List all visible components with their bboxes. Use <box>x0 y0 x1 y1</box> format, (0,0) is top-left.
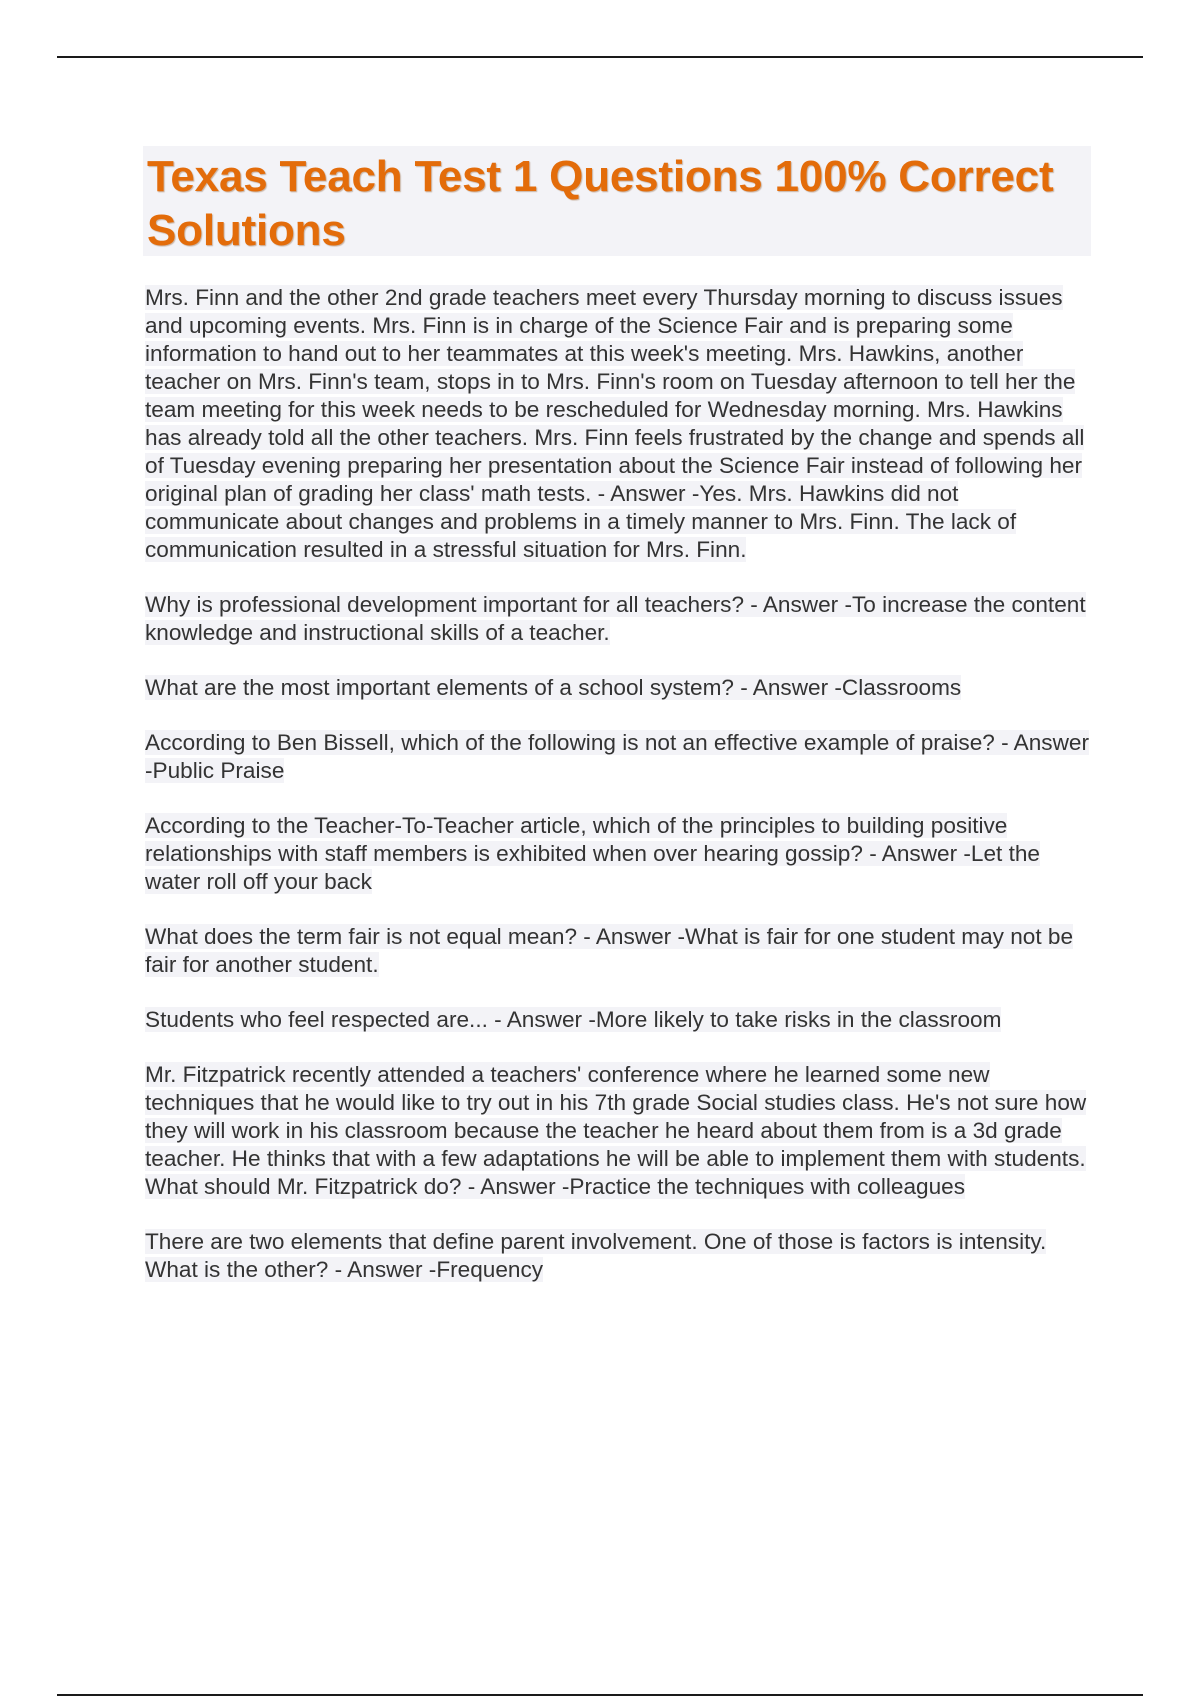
bottom-rule <box>57 1694 1143 1696</box>
qa-item-3: What are the most important elements of a school system? - Answer -Classrooms <box>145 675 962 700</box>
qa-item-2: Why is professional development important for all teachers? - Answer -To increase the content knowledge and instructional skills of a teacher. <box>145 592 1086 645</box>
qa-item-4: According to Ben Bissell, which of the following is not an effective example of praise? - Answer -Public Praise <box>145 730 1089 783</box>
qa-item-8: Mr. Fitzpatrick recently attended a teachers' conference where he learned some new techniques that he would like to try out in his 7th grade Social studies class. He's not sure how they will work in his classroom because the teacher he heard about them from is a 3d grade teacher. He thinks that with a few adaptations he will be able to implement them with students. What should Mr. Fitzpatrick do? - Answer -Practice the techniques with colleagues <box>145 1062 1087 1199</box>
qa-item-5: According to the Teacher-To-Teacher article, which of the principles to building positive relationships with staff members is exhibited when over hearing gossip? - Answer -Let the water roll off your back <box>145 813 1041 894</box>
page-title: Texas Teach Test 1 Questions 100% Correct Solutions <box>147 152 1054 255</box>
title-banner <box>143 146 1091 256</box>
qa-item-9: There are two elements that define parent involvement. One of those is factors is intensity. What is the other? - Answer -Frequency <box>145 1229 1047 1282</box>
qa-content <box>145 284 1095 1311</box>
qa-item-1: Mrs. Finn and the other 2nd grade teachers meet every Thursday morning to discuss issues and upcoming events. Mrs. Finn is in charge of the Science Fair and is preparing some information to hand out to her teammates at this week's meeting. Mrs. Hawkins, another teacher on Mrs. Finn's team, stops in to Mrs. Finn's room on Tuesday afternoon to tell her the team meeting for this week needs to be rescheduled for Wednesday morning. Mrs. Hawkins has already told all the other teachers. Mrs. Finn feels frustrated by the change and spends all of Tuesday evening preparing her presentation about the Science Fair instead of following her original plan of grading her class' math tests. - Answer -Yes. Mrs. Hawkins did not communicate about changes and problems in a timely manner to Mrs. Finn. The lack of communication resulted in a stressful situation for Mrs. Finn. <box>145 285 1085 562</box>
top-rule <box>57 56 1143 58</box>
qa-item-7: Students who feel respected are... - Answer -More likely to take risks in the classroom <box>145 1007 1002 1032</box>
qa-item-6: What does the term fair is not equal mean? - Answer -What is fair for one student may not be fair for another student. <box>145 924 1074 977</box>
